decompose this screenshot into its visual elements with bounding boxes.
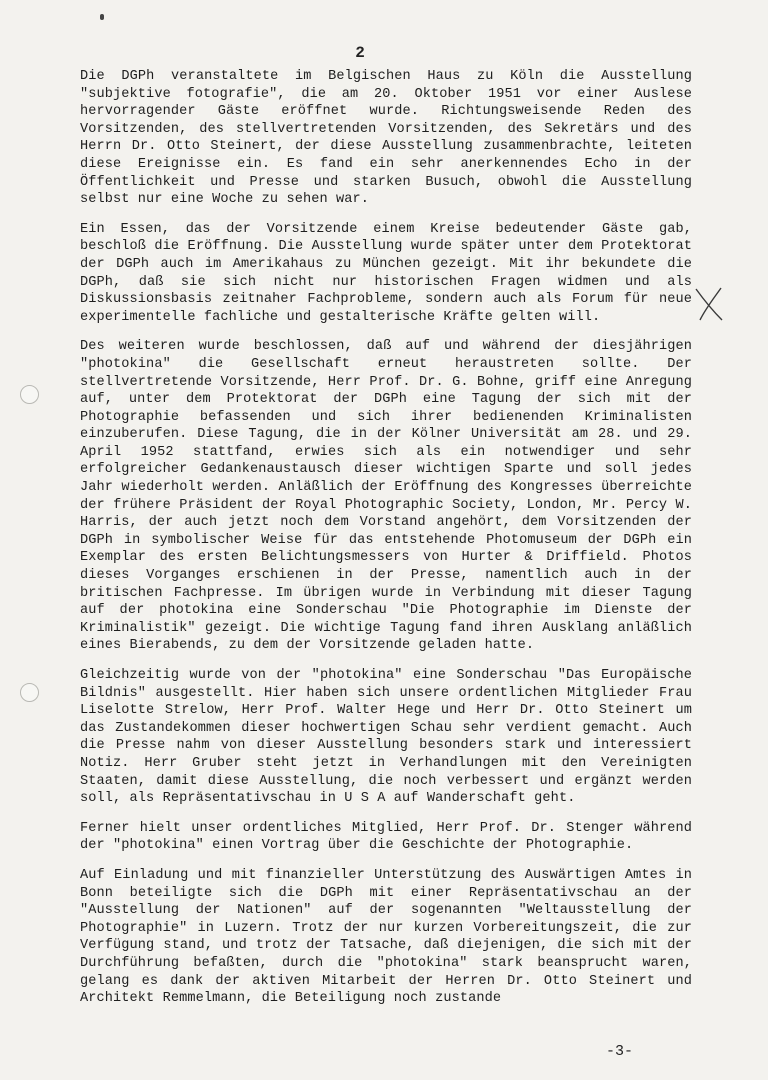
handwritten-x-mark xyxy=(692,286,726,322)
punch-hole-upper xyxy=(20,385,39,404)
paragraph: Auf Einladung und mit finanzieller Unterstützung des Auswärtigen Amtes in Bonn beteiligte sich die DGPh mit einer Repräsentativschau an der "Ausstellung der Nationen" auf der sogenannten "Weltausstellung der Photographie" in Luzern. Trotz der nur kurzen Vorbereitungszeit, die zur Verfügung stand, und trotz der Tatsache, daß diejenigen, die sich mit der Durchführung befaßten, durch die "photokina" stark beansprucht waren, gelang es dank der aktiven Mitarbeit der Herren Dr. Otto Steinert und Architekt Remmelmann, die Beteiligung noch zustande xyxy=(80,867,692,1007)
punch-hole-lower xyxy=(20,683,39,702)
page-number-top: 2 xyxy=(355,44,365,62)
page-number-bottom: -3- xyxy=(606,1043,634,1060)
paragraph: Die DGPh veranstaltete im Belgischen Haus zu Köln die Ausstellung "subjektive fotografie", die am 20. Oktober 1951 vor einer Auslese hervorragender Gäste eröffnet wurde. Richtungsweisende Reden des Vorsitzenden, des stellvertretenden Vorsitzenden, des Sekretärs und des Herrn Dr. Otto Steinert, der diese Ausstellung zusammenbrachte, leiteten diese Ereignisse ein. Es fand ein sehr anerkennendes Echo in der Öffentlichkeit und Presse und starken Busuch, obwohl die Ausstellung selbst nur eine Woche zu sehen war. xyxy=(80,69,692,208)
paragraph: Gleichzeitig wurde von der "photokina" eine Sonderschau "Das Europäische Bildnis" ausgestellt. Hier haben sich unsere ordentlichen Mitglieder Frau Liselotte Strelow, Herr Prof. Walter Hege und Herr Dr. Otto Steinert um das Zustandekommen dieser hochwertigen Schau sehr verdient gemacht. Auch die Presse nahm von dieser Ausstellung besonders stark und interessiert Notiz. Herr Gruber steht jetzt in Verhandlungen mit den Vereinigten Staaten, damit diese Ausstellung, die noch verbessert und ergänzt werden soll, als Repräsentativschau in U S A auf Wanderschaft geht. xyxy=(80,668,692,807)
paragraph: Ein Essen, das der Vorsitzende einem Kreise bedeutender Gäste gab, beschloß die Eröffnung. Die Ausstellung wurde später unter dem Protektorat der DGPh auch im Amerikahaus zu München gezeigt. Mit ihr bekundete die DGPh, daß sie sich nicht nur historischen Fragen widmen und als Diskussionsbasis zeitnaher Fachprobleme, sondern auch als Forum für neue experimentelle fachliche und gestalterische Kräfte gelten will. xyxy=(80,221,692,325)
body-text xyxy=(80,68,692,1020)
paragraph: Des weiteren wurde beschlossen, daß auf und während der diesjährigen "photokina" die Gesellschaft erneut heraustreten sollte. Der stellvertretende Vorsitzende, Herr Prof. Dr. G. Bohne, griff eine Anregung auf, unter dem Protektorat der DGPh eine Tagung der sich mit der Photographie befassenden und sich ihrer bedienenden Kriminalisten einzuberufen. Diese Tagung, die in der Kölner Universität am 28. und 29. April 1952 stattfand, erwies sich als ein notwendiger und sehr erfolgreicher Gedankenaustausch dieser wichtigen Sparte und soll jedes Jahr wiederholt werden. Anläßlich der Eröffnung des Kongresses überreichte der frühere Präsident der Royal Photographic Society, London, Mr. Percy W. Harris, der auch jetzt noch dem Vorstand angehört, dem Vorsitzenden der DGPh in symbolischer Weise für das entstehende Photomuseum der DGPh ein Exemplar des ersten Belichtungsmessers von Hurter & Driffield. Photos dieses Vorganges erschienen in der Presse, namentlich auch in der britischen Fachpresse. Im übrigen wurde in Verbindung mit dieser Tagung auf der photokina eine Sonderschau "Die Photographie im Dienste der Kriminalistik" gezeigt. Die wichtige Tagung fand ihren Ausklang anläßlich eines Bierabends, zu dem der Vorsitzende geladen hatte. xyxy=(80,339,692,654)
ink-speck xyxy=(100,14,104,20)
paragraph: Ferner hielt unser ordentliches Mitglied, Herr Prof. Dr. Stenger während der "photokina" einen Vortrag über die Geschichte der Photographie. xyxy=(80,820,692,854)
